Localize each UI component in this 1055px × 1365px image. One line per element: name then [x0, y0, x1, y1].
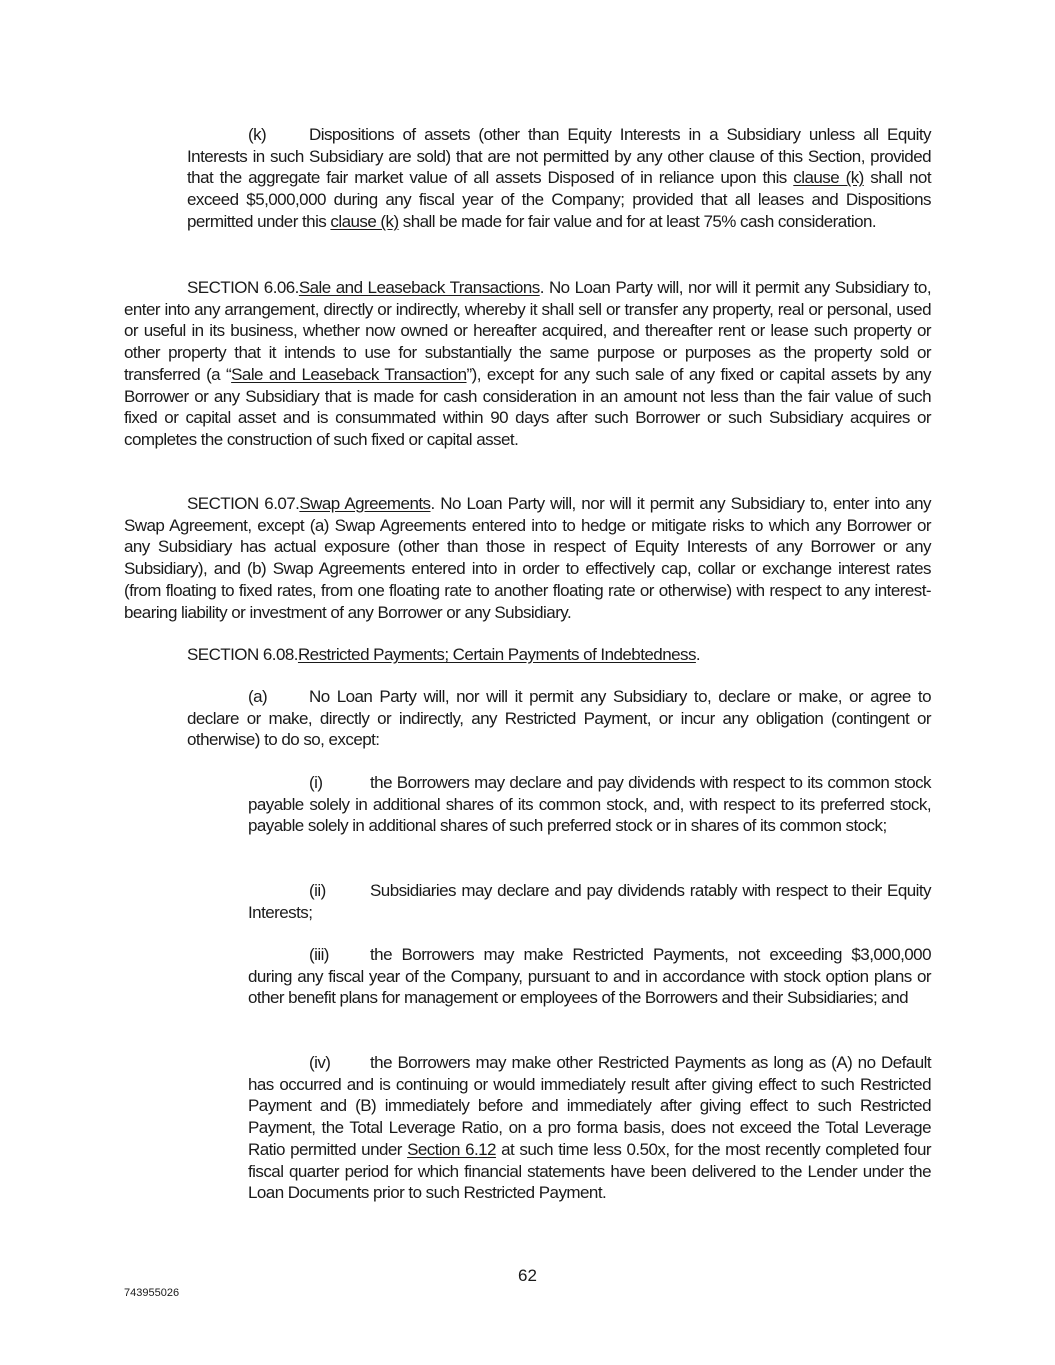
item-ii-label: (ii): [309, 881, 326, 900]
section-6-08-title: Restricted Payments; Certain Payments of Indebtedness: [297, 645, 696, 664]
item-ii-text: Subsidiaries may declare and pay dividends ratably with respect to their Equity Interests;: [248, 881, 931, 922]
item-iv-text-2: at such time less 0.50x, for the most recently completed four fiscal quarter period for which financial statements have been delivered to the Lender under the Loan Documents prior to such Restricted Payment.: [248, 1139, 931, 1203]
section-6-06-paragraph: [124, 277, 931, 451]
section-6-07-title-end: .: [430, 494, 435, 513]
item-i-text: the Borrowers may declare and pay dividends with respect to its common stock payable solely in additional shares of its common stock, and, with respect to its preferred stock, payable solely in additional shares of such preferred stock or in shares of its common stock;: [248, 773, 931, 836]
section-6-07-number: SECTION 6.07.: [187, 494, 300, 513]
item-iv-section-reference: Section 6.12: [407, 1139, 496, 1159]
section-6-07-title: Swap Agreements: [299, 494, 431, 513]
section-6-06-defined-term: Sale and Leaseback Transaction: [231, 364, 467, 384]
clause-k-label: (k): [248, 125, 267, 144]
document-id: 743955026: [124, 1287, 180, 1299]
item-iv-label: (iv): [309, 1053, 331, 1072]
clause-k-text-2: shall not exceed $5,000,000 during any fiscal year of the Company; provided that all leases and Dispositions permitted under this: [187, 168, 932, 231]
clause-a-label: (a): [248, 687, 268, 706]
section-6-06-text-2: ”), except for any such sale of any fixed or capital assets by any Borrower or any Subsidiary that is made for cash consideration in an amount not less than the fair value of such fixed or capital asset and is consummated within 90 days after such Borrower or such Subsidiary acquires or completes the construction of such fixed or capital asset.: [124, 364, 932, 449]
section-6-08-heading: [187, 644, 947, 666]
clause-a-paragraph: [187, 686, 931, 751]
section-6-07-text: No Loan Party will, nor will it permit any Subsidiary to, enter into any Swap Agreement, except (a) Swap Agreements entered into to hedge or mitigate risks to which any Borrower or any Subsidiary has actual exposure (other than those in respect of Equity Interests of any Borrower or any Subsidiary), and (b) Swap Agreements entered into in order to effectively cap, collar or exchange interest rates (from floating to fixed rates, from one floating rate to another floating rate or otherwise) with respect to any interest-bearing liability or investment of any Borrower or any Subsidiary.: [124, 494, 931, 622]
clause-k-text-3: shall be made for fair value and for at least 75% cash consideration.: [398, 211, 877, 231]
section-6-06-number: SECTION 6.06.: [187, 278, 299, 297]
item-iii-paragraph: [248, 944, 931, 1009]
page-number: 62: [518, 1266, 537, 1285]
section-6-06-title: Sale and Leaseback Transactions: [298, 278, 540, 297]
item-i-label: (i): [309, 773, 323, 792]
clause-k-reference-2: clause (k): [330, 211, 399, 231]
clause-k-paragraph: [187, 124, 931, 233]
section-6-06-title-end: .: [539, 278, 544, 297]
clause-k-text-1: Dispositions of assets (other than Equity Interests in a Subsidiary unless all Equity Interests in such Subsidiary are sold) that are not permitted by any other clause of this Section, provided that the aggregate fair market value of all assets Disposed of in reliance upon this: [187, 125, 931, 188]
section-6-06-text-1: No Loan Party will, nor will it permit any Subsidiary to, enter into any arrangement, directly or indirectly, whereby it shall sell or transfer any property, real or personal, used or useful in its business, whether now owned or hereafter acquired, and thereafter rent or lease such property or other property that it intends to use for substantially the same purpose or purposes as the property sold or transferred (a “: [124, 278, 931, 384]
section-6-08-number: SECTION 6.08.: [187, 645, 298, 664]
section-6-07-paragraph: [124, 493, 931, 623]
clause-a-text: No Loan Party will, nor will it permit any Subsidiary to, declare or make, or agree to declare or make, directly or indirectly, any Restricted Payment, or incur any obligation (contingent or otherwise) to do so, except:: [187, 687, 931, 750]
item-iv-paragraph: [248, 1052, 931, 1204]
clause-k-reference-1: clause (k): [793, 168, 864, 188]
item-i-paragraph: [248, 772, 931, 837]
item-iv-text-1: the Borrowers may make other Restricted Payments as long as (A) no Default has occurred and is continuing or would immediately result after giving effect to such Restricted Payment and (B) immediately before and immediately after giving effect to such Restricted Payment, the Total Leverage Ratio, on a pro forma basis, does not exceed the Total Leverage Ratio permitted under: [248, 1053, 931, 1159]
item-iii-text: the Borrowers may make Restricted Payments, not exceeding $3,000,000 during any fiscal year of the Company, pursuant to and in accordance with stock option plans or other benefit plans for management or employees of the Borrowers and their Subsidiaries; and: [248, 945, 931, 1008]
item-ii-paragraph: [248, 880, 931, 923]
item-iii-label: (iii): [309, 945, 329, 964]
section-6-08-title-end: .: [695, 645, 701, 664]
